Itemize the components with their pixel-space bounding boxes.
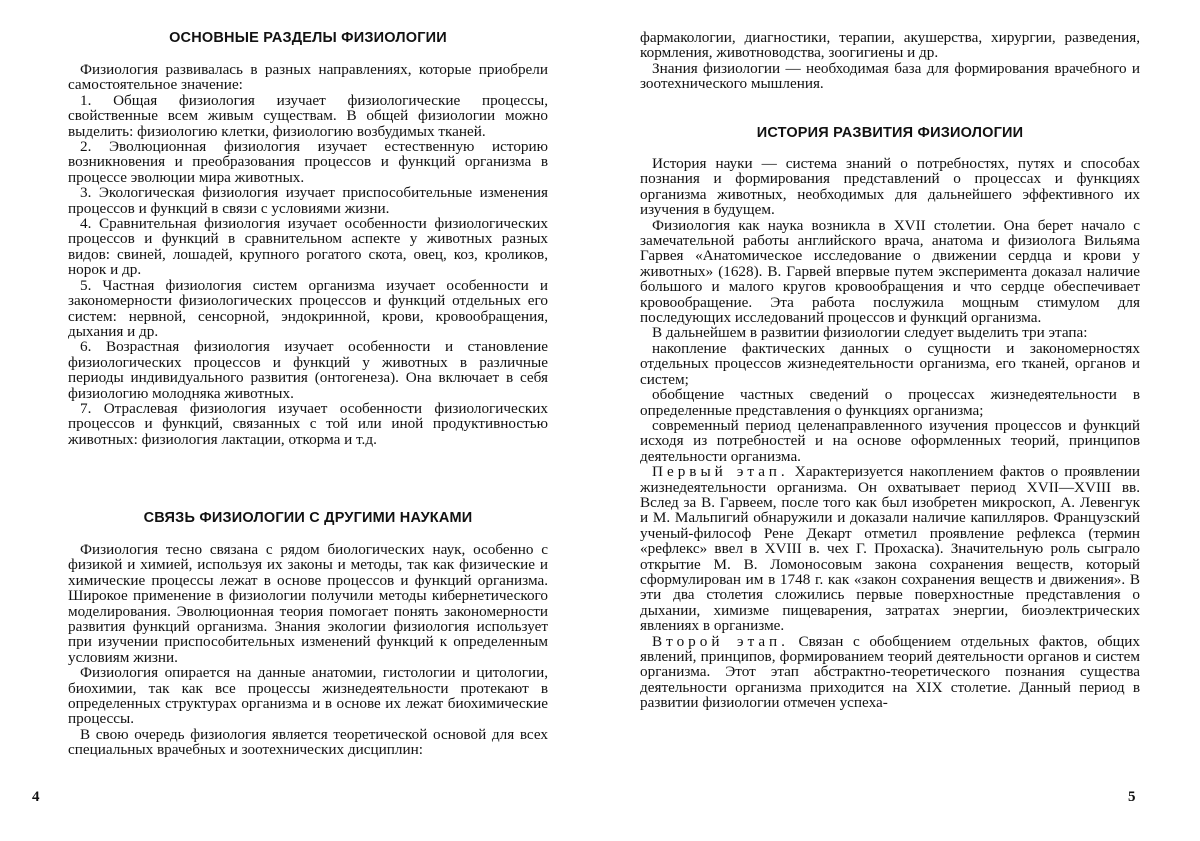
heading-history: ИСТОРИЯ РАЗВИТИЯ ФИЗИОЛОГИИ bbox=[756, 125, 1024, 141]
stage-one-text: Характеризуется накоплением фактов о проявлении жизнедеятельности организма. Он охватывает период XVII—XVIII вв. Вслед за В. Гарвеем, после того как был изобретен микроскоп, А. Левенгук и М. Мальпигий обнаружили и доказали наличие капилляров. Французский ученый-философ Рене Декарт отметил проявление рефлекса (термин «рефлекс» ввел в XVIII в. чех Г. Прохаска). Значительную роль сыграло открытие М. В. Ломоносовым закона сохранения веществ, который сформулирован им в 1748 г. как «закон сохранения веществ и движения». В эти два столетия сложились первые поверхностные представления о дыхании, химизме пищеварения, затратах энергии, биоэлектрических явлениях в организме. bbox=[640, 463, 1140, 635]
list-item: 6. Возрастная физиология изучает особенности и становление физиологических процессов и функций у животных в различные периоды индивидуального развития (онтогенеза). Она включает в себя физиологию молодняка животных. bbox=[68, 338, 548, 402]
continuation-text bbox=[640, 30, 1140, 92]
connection-text bbox=[68, 542, 548, 758]
paragraph: обобщение частных сведений о процессах жизнедеятельности в определенные представления о функциях организма; bbox=[640, 386, 1140, 419]
list-item: 5. Частная физиология систем организма изучает особенности и закономерности физиологических процессов и функций отдельных его систем: нервной, сенсорной, эндокринной, крови, кровообращения, дыхания и др. bbox=[68, 276, 548, 340]
list-item: 7. Отраслевая физиология изучает особенности физиологических процессов и функций, связанных с той или иной продуктивностью животных: физиология лактации, откорма и т.д. bbox=[68, 399, 548, 448]
continuation-paragraph: фармакологии, диагностики, терапии, акушерства, хирургии, разведения, кормления, животноводства, зоогигиены и др. bbox=[640, 29, 1140, 62]
stage-one-paragraph bbox=[640, 464, 1140, 633]
heading-connection-sciences: СВЯЗЬ ФИЗИОЛОГИИ С ДРУГИМИ НАУКАМИ bbox=[143, 510, 473, 526]
list-item: 1. Общая физиология изучает физиологические процессы, свойственные всем живым существам. В общей физиологии можно выделить: физиологию клетки, физиологию возбудимых тканей. bbox=[68, 91, 548, 140]
stage-two-label: Второй этап. bbox=[652, 632, 789, 650]
stage-two-text: Связан с обобщением отдельных фактов, общих явлений, принципов, формированием теорий деятельности органов и систем организма. Этот этап абстрактно-теоретического познания существа деятельности организма приходится на XIX столетие. Данный период в развитии физиологии отмечен успеха- bbox=[640, 632, 1140, 712]
page-number-left: 4 bbox=[32, 789, 40, 805]
paragraph: В свою очередь физиология является теоретической основой для всех специальных врачебных и зоотехнических дисциплин: bbox=[68, 725, 548, 759]
right-page bbox=[640, 0, 1140, 841]
page-number-right: 5 bbox=[1128, 789, 1136, 805]
heading-main-sections: ОСНОВНЫЕ РАЗДЕЛЫ ФИЗИОЛОГИИ bbox=[169, 30, 447, 46]
paragraph: Физиология опирается на данные анатомии, гистологии и цитологии, биохимии, так как все процессы жизнедеятельности протекают в определенных структурах организма и в основе их лежат биохимические процессы. bbox=[68, 664, 548, 728]
paragraph: История науки — система знаний о потребностях, путях и способах познания и формирования представлений о процессах и функциях организма животных, необходимых для дальнейшего эффективного их изучения в будущем. bbox=[640, 155, 1140, 219]
paragraph: Физиология тесно связана с рядом биологических наук, особенно с физикой и химией, используя их законы и методы, так как физические и химические процессы лежат в основе процессов и функций организма. Широкое применение в физиологии получили методы кибернетического моделирования. Эволюционная теория помогает понять закономерности развития функций организма. Знания экологии физиология использует при изучении приспособительных изменений функций к определенным условиям жизни. bbox=[68, 541, 548, 666]
list-item: 2. Эволюционная физиология изучает естественную историю возникновения и преобразования процессов и функций организма в процессе эволюции мира животных. bbox=[68, 138, 548, 186]
paragraph: Знания физиологии — необходимая база для формирования врачебного и зоотехнического мышления. bbox=[640, 59, 1140, 93]
list-item: 3. Экологическая физиология изучает приспособительные изменения процессов и функций в связи с условиями жизни. bbox=[68, 184, 548, 217]
paragraph: В дальнейшем в развитии физиологии следует выделить три этапа: bbox=[652, 324, 1088, 342]
paragraph: накопление фактических данных о сущности и закономерностях отдельных процессов жизнедеятельности организма, его тканей, органов и систем; bbox=[640, 339, 1140, 388]
intro-paragraph: Физиология развивалась в разных направлениях, которые приобрели самостоятельное значение: bbox=[68, 61, 548, 94]
main-sections-text bbox=[68, 62, 548, 447]
paragraph: Физиология как наука возникла в XVII столетии. Она берет начало с замечательной работы английского врача, анатома и физиолога Вильяма Гарвея «Анатомическое исследование о движении сердца и крови у животных» (1628). В. Гарвей впервые путем эксперимента доказал наличие большого и малого кругов кровообращения и что сердце обеспечивает кровообращение. Эта работа послужила мощным стимулом для последующих исследований процессов и функций организма. bbox=[640, 216, 1140, 327]
list-item: 4. Сравнительная физиология изучает особенности физиологических процессов и функций в сравнительном аспекте у животных разных видов: свиней, лошадей, крупного рогатого скота, овец, коз, кроликов, норок и др. bbox=[68, 215, 548, 279]
stage-two-paragraph bbox=[640, 634, 1140, 711]
stage-one-label: Первый этап. bbox=[652, 463, 789, 481]
history-text bbox=[640, 156, 1140, 711]
left-page bbox=[32, 0, 548, 841]
paragraph: современный период целенаправленного изучения процессов и функций исходя из потребностей и на основе оформленных теорий, принципов деятельности организма. bbox=[640, 416, 1140, 465]
